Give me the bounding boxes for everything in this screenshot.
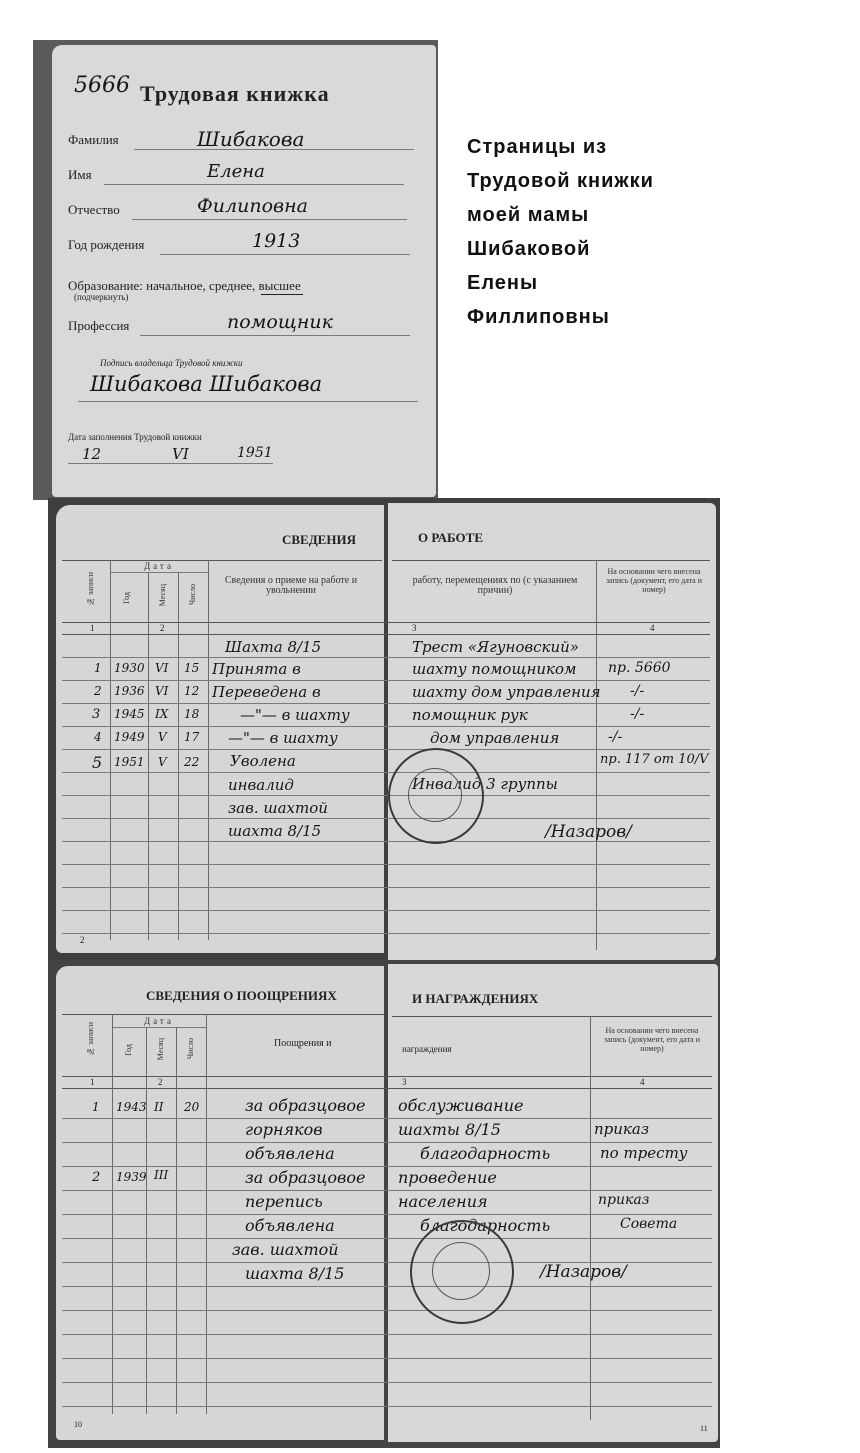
col-index: 2 xyxy=(158,1077,163,1087)
row-num: 3 xyxy=(92,707,101,722)
row-text: Принята в xyxy=(212,660,301,678)
book-number: 5666 xyxy=(74,73,130,98)
grid-col xyxy=(596,560,597,950)
col-year-header: Год xyxy=(124,1044,133,1056)
col-index: 1 xyxy=(90,623,95,633)
grid-col xyxy=(590,1016,591,1420)
row-text: Уволена xyxy=(230,752,296,770)
row-month: VI xyxy=(155,684,169,698)
work-signature: /Назаров/ xyxy=(545,822,632,842)
caption-line: Елены xyxy=(467,272,539,294)
col-info-cont-header: работу, перемещениях по (с указанием причин) xyxy=(412,575,578,596)
row-text-cont: шахту дом управления xyxy=(412,683,601,701)
row-right: обслуживание xyxy=(398,1096,524,1115)
col-date-header: Дата xyxy=(144,561,174,571)
work-sign-line: инвалид xyxy=(228,776,294,794)
awards-heading-left: СВЕДЕНИЯ О ПООЩРЕНИЯХ xyxy=(146,988,337,1003)
row-day: 22 xyxy=(184,755,200,769)
row-basis: пр. 117 от 10/V xyxy=(600,752,709,767)
col-index: 3 xyxy=(402,1077,407,1087)
row-day: 20 xyxy=(184,1100,200,1114)
row-line xyxy=(62,726,710,727)
row-line xyxy=(62,657,710,658)
col-index: 3 xyxy=(412,623,417,633)
row-num: 1 xyxy=(94,661,102,675)
row-left: объявлена xyxy=(245,1144,335,1163)
grid-line xyxy=(392,1016,712,1017)
row-day: 18 xyxy=(184,707,200,721)
row-text-cont: шахту помощником xyxy=(412,660,577,678)
row-basis: -/- xyxy=(608,729,623,745)
field-value-birth-year: 1913 xyxy=(252,230,301,252)
caption-line: Шибаковой xyxy=(467,238,591,260)
row-line xyxy=(62,795,710,796)
row-left: объявлена xyxy=(245,1216,335,1235)
grid-line xyxy=(392,560,710,561)
row-line xyxy=(62,933,710,934)
field-label-patronymic: Отчество xyxy=(68,202,120,217)
row-basis: по тресту xyxy=(600,1144,688,1162)
work-page-number: 2 xyxy=(80,935,85,945)
row-year: 1930 xyxy=(114,661,145,675)
awards-signature: /Назаров/ xyxy=(540,1262,627,1282)
row-left: за образцовое xyxy=(245,1168,366,1187)
grid-line xyxy=(62,1014,384,1015)
row-line xyxy=(62,1166,712,1167)
row-month: VI xyxy=(155,661,169,675)
row-line xyxy=(62,680,710,681)
row-line xyxy=(62,1334,712,1335)
row-text: —"— в шахту xyxy=(240,706,350,724)
row-month: II xyxy=(154,1100,164,1114)
work-stamp-inner xyxy=(408,768,462,822)
grid-col xyxy=(110,560,111,940)
row-line xyxy=(62,1310,712,1311)
row-month: III xyxy=(154,1168,169,1182)
row-left: за образцовое xyxy=(245,1096,366,1115)
row-basis: приказ xyxy=(598,1192,650,1208)
row-basis: пр. 5660 xyxy=(608,660,671,676)
row-line xyxy=(62,1190,712,1191)
col-index: 4 xyxy=(650,623,655,633)
col-month-header: Месяц xyxy=(158,584,167,607)
grid-col xyxy=(176,1027,177,1414)
col-index: 4 xyxy=(640,1077,645,1087)
row-num: 5 xyxy=(92,753,103,772)
title-page xyxy=(52,45,436,497)
grid-col xyxy=(146,1027,147,1414)
row-day: 17 xyxy=(184,730,200,744)
row-line xyxy=(62,1214,712,1215)
row-line xyxy=(62,1382,712,1383)
row-basis: Совета xyxy=(620,1216,678,1232)
awards-sign-line: зав. шахтой xyxy=(232,1240,339,1259)
date-day: 12 xyxy=(82,445,102,463)
row-line xyxy=(62,1286,712,1287)
row-year: 1949 xyxy=(114,730,145,744)
row-text-cont: помощник рук xyxy=(412,706,528,724)
row-line xyxy=(62,1118,712,1119)
awards-heading-right: И НАГРАЖДЕНИЯХ xyxy=(412,991,539,1006)
row-year: 1943 xyxy=(116,1100,147,1114)
row-text: Переведена в xyxy=(212,683,321,701)
field-line xyxy=(104,184,404,185)
caption-line: Трудовой книжки xyxy=(467,170,654,192)
row-line xyxy=(62,772,710,773)
field-value-profession: помощник xyxy=(227,311,333,333)
col-num-header: № записи xyxy=(86,572,95,606)
col-info-cont-header: награждения xyxy=(402,1044,452,1054)
underline-hint: (подчеркнуть) xyxy=(74,292,129,302)
row-month: V xyxy=(158,730,167,744)
work-text: Шахта 8/15 xyxy=(225,638,322,656)
date-year: 1951 xyxy=(237,445,273,461)
row-line xyxy=(62,1142,712,1143)
field-label-profession: Профессия xyxy=(68,318,130,333)
grid-line xyxy=(62,634,710,635)
caption-line: Страницы из xyxy=(467,136,608,158)
row-right: проведение xyxy=(398,1168,497,1187)
work-text-cont: Трест «Ягуновский» xyxy=(412,638,579,656)
row-line xyxy=(62,1406,712,1407)
row-line xyxy=(62,749,710,750)
grid-col xyxy=(208,560,209,940)
signature-label: Подпись владельца Трудовой книжки xyxy=(100,358,243,368)
work-heading-right: О РАБОТЕ xyxy=(418,530,483,545)
caption-line: моей мамы xyxy=(467,204,590,226)
row-right: благодарность xyxy=(420,1144,551,1163)
col-day-header: Число xyxy=(186,1038,195,1060)
date-line xyxy=(68,463,273,464)
col-info-header: Сведения о приеме на работе и увольнении xyxy=(224,575,358,596)
row-line xyxy=(62,818,710,819)
field-value-name: Елена xyxy=(207,161,265,182)
row-line xyxy=(62,887,710,888)
signature-line xyxy=(78,401,418,402)
work-heading-left: СВЕДЕНИЯ xyxy=(282,532,356,547)
col-num-header: № записи xyxy=(86,1022,95,1056)
col-info-header: Поощрения и xyxy=(274,1038,332,1049)
field-label-birth-year: Год рождения xyxy=(68,237,145,252)
field-line xyxy=(132,219,407,220)
row-year: 1939 xyxy=(116,1170,147,1184)
row-year: 1945 xyxy=(114,707,145,721)
grid-line xyxy=(112,1027,206,1028)
row-year: 1936 xyxy=(114,684,145,698)
row-right: населения xyxy=(398,1192,488,1211)
col-basis-header: На основании чего внесена запись (документ, его дата и номер) xyxy=(605,567,703,594)
field-line xyxy=(160,254,410,255)
caption-line: Филлиповны xyxy=(467,306,610,328)
row-month: V xyxy=(158,755,167,769)
awards-sign-line: шахта 8/15 xyxy=(245,1264,345,1283)
awards-stamp-inner xyxy=(432,1242,490,1300)
row-text-cont: дом управления xyxy=(430,729,560,747)
row-line xyxy=(62,1238,712,1239)
row-day: 12 xyxy=(184,684,200,698)
awards-page-number-right: 11 xyxy=(700,1424,708,1433)
row-right: шахты 8/15 xyxy=(398,1120,501,1139)
field-label-education: Образование: начальное, среднее, высшее xyxy=(68,278,301,293)
row-year: 1951 xyxy=(114,755,145,769)
owner-signature: Шибакова Шибакова xyxy=(90,372,323,396)
grid-col xyxy=(148,572,149,940)
field-value-surname: Шибакова xyxy=(197,127,305,151)
grid-line xyxy=(110,572,208,573)
row-basis: -/- xyxy=(630,683,645,699)
caption xyxy=(467,130,654,334)
row-text-cont: Инвалид 3 группы xyxy=(412,775,558,793)
awards-left-page xyxy=(56,966,384,1440)
row-basis: приказ xyxy=(594,1120,650,1138)
row-day: 15 xyxy=(184,661,200,675)
col-date-header: Дата xyxy=(144,1016,174,1026)
education-underline xyxy=(261,294,303,295)
date-label: Дата заполнения Трудовой книжки xyxy=(68,432,202,442)
col-day-header: Число xyxy=(188,584,197,606)
row-text: —"— в шахту xyxy=(228,729,338,747)
book-title: Трудовая книжка xyxy=(140,81,330,106)
field-line xyxy=(140,335,410,336)
row-num: 1 xyxy=(92,1100,100,1114)
field-label-surname: Фамилия xyxy=(68,132,119,147)
row-right: благодарность xyxy=(420,1216,551,1235)
grid-col xyxy=(178,572,179,940)
row-left: горняков xyxy=(245,1120,323,1139)
date-month: VI xyxy=(172,445,189,463)
col-index: 2 xyxy=(160,623,165,633)
field-label-name: Имя xyxy=(68,167,92,182)
row-line xyxy=(62,703,710,704)
row-basis: -/- xyxy=(630,706,645,722)
work-sign-line: зав. шахтой xyxy=(228,799,328,817)
col-basis-header: На основании чего внесена запись (документ, его дата и номер) xyxy=(603,1026,701,1053)
col-index: 1 xyxy=(90,1077,95,1087)
col-month-header: Месяц xyxy=(156,1038,165,1061)
row-num: 4 xyxy=(94,730,102,744)
row-left: перепись xyxy=(245,1192,323,1211)
col-year-header: Год xyxy=(122,592,131,604)
row-num: 2 xyxy=(94,684,102,698)
work-sign-line: шахта 8/15 xyxy=(228,822,322,840)
row-line xyxy=(62,1358,712,1359)
row-line xyxy=(62,864,710,865)
awards-page-number-left: 10 xyxy=(74,1420,82,1429)
grid-line xyxy=(62,1088,712,1089)
field-value-patronymic: Филиповна xyxy=(197,195,308,217)
row-line xyxy=(62,910,710,911)
row-month: IX xyxy=(155,707,169,721)
row-num: 2 xyxy=(92,1170,101,1185)
